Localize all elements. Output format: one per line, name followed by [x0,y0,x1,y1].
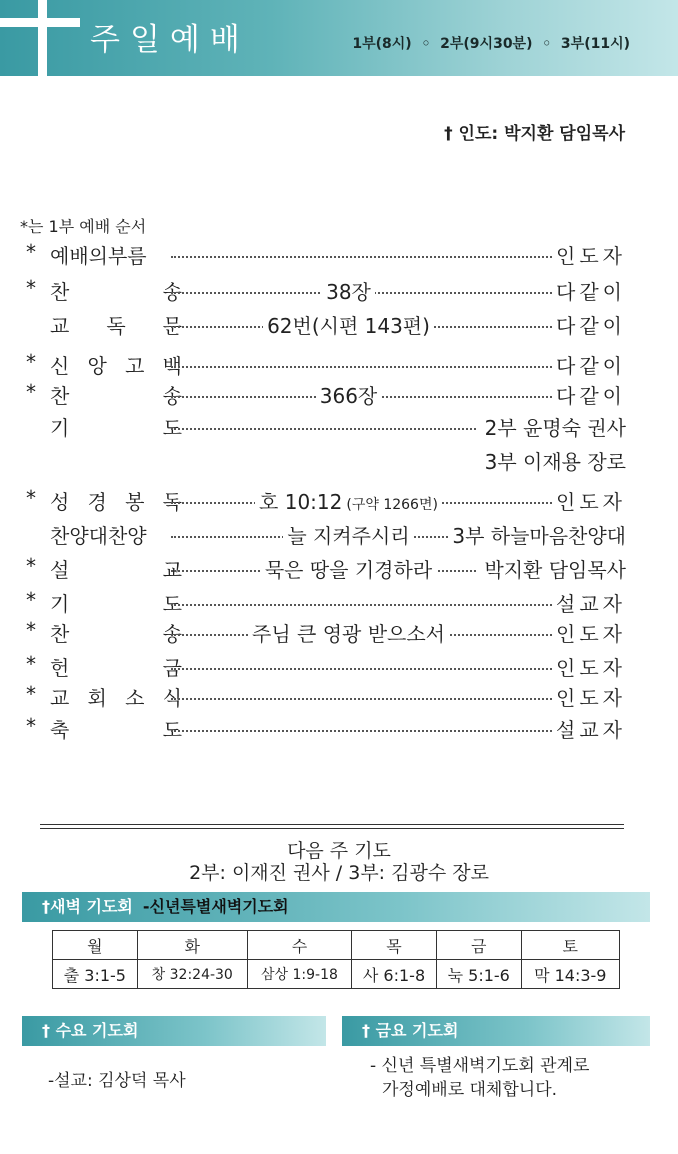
order-row [26,618,626,646]
order-detail [171,276,526,305]
order-label-char: 찬양대찬양 [50,524,147,548]
standing-mark: * [26,588,36,612]
order-label-char: 봉 [125,490,145,514]
standing-mark: * [26,652,36,676]
day-cell: 수 [247,931,351,960]
order-detail-main: 묵은 땅을 기경하라 [264,558,433,582]
standing-mark: * [26,714,36,738]
order-label-char: 기 [50,592,70,616]
reading-cell: 삼상 1:9-18 [247,960,351,989]
order-row [26,486,626,514]
order-detail [171,486,526,515]
reading-cell: 사 6:1-8 [352,960,437,989]
order-row [26,682,626,710]
order-label [50,652,182,681]
order-detail-text [261,558,436,582]
order-label-char: 송 [162,384,182,408]
order-label-char: 찬 [50,384,70,408]
day-cell: 월 [53,931,138,960]
friday-line-1: - 신년 특별새벽기도회 관계로 [370,1056,590,1076]
table-row [53,960,620,989]
dot-leader [171,604,556,606]
friday-prayer-title: † 금요 기도회 [362,1021,459,1040]
standing-mark: * [26,618,36,642]
order-responsible: 3부 이재용 장로 [484,450,626,474]
order-label-char: 설 [50,558,70,582]
order-detail-main: 호 10:12 [259,490,343,514]
order-label-char: 회 [87,686,107,710]
wednesday-prayer-header [22,1016,326,1046]
order-label [50,520,182,549]
order-label [50,554,182,583]
order-responsible: 설교자 [552,714,626,743]
order-responsible: 인도자 [552,682,626,711]
order-row [26,714,626,742]
day-cell: 토 [521,931,619,960]
friday-prayer-text [370,1054,589,1102]
day-cell: 화 [137,931,247,960]
order-label-char: 신 [50,354,70,378]
order-row [26,350,626,378]
order-responsible: 인도자 [552,618,626,647]
order-detail-text [255,490,442,514]
order-label [50,486,182,515]
dot-leader [171,730,556,732]
order-label [50,276,182,305]
order-detail-text [322,280,375,304]
next-prayer-names: 2부: 이재진 권사 / 3부: 김광수 장로 [189,862,489,884]
friday-line-2: 가정예배로 대체합니다. [382,1080,558,1100]
order-detail [171,618,526,647]
order-label-char: 송 [162,280,182,304]
divider [40,828,624,829]
order-label-char: 소 [125,686,145,710]
order-responsible: 다같이 [552,310,626,339]
order-label-char: 기 [50,416,70,440]
reading-cell: 창 32:24-30 [137,960,247,989]
order-detail-text [283,524,413,548]
order-label-char: 교 [50,314,70,338]
order-label [50,714,182,743]
order-detail-text [316,384,382,408]
next-prayer-title: 다음 주 기도 [287,840,391,862]
standing-mark: * [26,486,36,510]
order-label-char: 고 [125,354,145,378]
order-detail-main: 366장 [319,384,378,408]
dawn-prayer-title: †새벽 기도회 [42,897,133,916]
table-row [53,931,620,960]
order-row [26,276,626,304]
order-responsible: 2부 윤명숙 권사 [481,412,626,441]
order-detail-main: 주님 큰 영광 받으소서 [252,622,445,646]
order-detail-text [248,622,449,646]
friday-prayer-header [342,1016,650,1046]
order-note: *는 1부 예배 순서 [20,217,147,236]
standing-mark: * [26,276,36,300]
reading-cell: 출 3:1-5 [53,960,138,989]
order-label [50,682,182,711]
order-responsible: 인도자 [552,240,626,269]
order-label [50,350,182,379]
order-label [50,412,182,441]
order-row [26,240,626,268]
reading-cell: 눅 5:1-6 [436,960,521,989]
dot-leader [171,366,556,368]
order-responsible: 설교자 [552,588,626,617]
order-label-char: 식 [162,686,182,710]
order-label [50,380,182,409]
order-label [50,588,182,617]
standing-mark: * [26,350,36,374]
order-responsible: 인도자 [552,486,626,515]
dawn-prayer-subtitle: -신년특별새벽기도회 [142,897,289,916]
order-detail-page: (구약 1266면) [342,497,438,513]
order-detail [171,310,526,339]
order-responsible: 3부 하늘마음찬양대 [448,520,626,549]
day-cell: 목 [352,931,437,960]
standing-mark: * [26,380,36,404]
standing-mark: * [26,682,36,706]
standing-mark: * [26,240,36,264]
order-row [26,520,626,548]
day-cell: 금 [436,931,521,960]
dawn-prayer-table [52,930,620,989]
standing-mark: * [26,554,36,578]
order-label [50,240,182,269]
page-title: 주일예배 [90,22,250,58]
order-label [50,310,182,339]
order-detail [171,554,526,583]
order-label-char: 독 [106,314,126,338]
order-detail [171,380,526,409]
order-label-char: 찬 [50,280,70,304]
order-row [26,412,626,440]
wednesday-prayer-title: † 수요 기도회 [42,1021,139,1040]
service-times: 1부(8시) ◦ 2부(9시30분) ◦ 3부(11시) [352,36,630,52]
order-row [26,554,626,582]
order-responsible: 다같이 [552,350,626,379]
order-label-char: 도 [162,718,182,742]
order-label-char: 교 [50,686,70,710]
cross-icon [38,0,47,76]
order-label-char: 독 [162,490,182,514]
order-row [26,310,626,338]
dot-leader [171,698,556,700]
order-detail-text [263,314,434,338]
order-label-char: 송 [162,622,182,646]
order-label-char: 문 [162,314,182,338]
order-label-char: 성 [50,490,70,514]
order-detail-main: 62번(시편 143편) [267,314,430,338]
worship-leader: † 인도: 박지환 담임목사 [444,124,625,144]
cross-icon-bar [0,18,80,27]
header-banner [0,0,678,76]
order-responsible: 박지환 담임목사 [480,554,626,583]
order-row [26,380,626,408]
order-label-char: 교 [162,558,182,582]
order-row-extra [26,446,626,474]
order-label [50,618,182,647]
order-label-char: 예배의부름 [50,244,147,268]
order-row [26,652,626,680]
order-label-char: 도 [162,592,182,616]
order-responsible: 다같이 [552,276,626,305]
order-detail-main: 38장 [326,280,371,304]
order-label-char: 금 [162,656,182,680]
order-label-char: 헌 [50,656,70,680]
wednesday-prayer-text: -설교: 김상덕 목사 [48,1071,186,1091]
order-detail-main: 늘 지켜주시리 [287,524,410,548]
order-label-char: 백 [162,354,182,378]
order-label-char: 축 [50,718,70,742]
dot-leader [171,668,556,670]
dawn-prayer-header [22,892,650,922]
divider [40,824,624,825]
order-label-char: 앙 [87,354,107,378]
order-label-char: 경 [87,490,107,514]
order-row [26,588,626,616]
order-label-char: 찬 [50,622,70,646]
order-label-char: 도 [162,416,182,440]
dot-leader [171,256,556,258]
order-responsible: 다같이 [552,380,626,409]
dot-leader [171,428,476,430]
reading-cell: 막 14:3-9 [521,960,619,989]
order-responsible: 인도자 [552,652,626,681]
